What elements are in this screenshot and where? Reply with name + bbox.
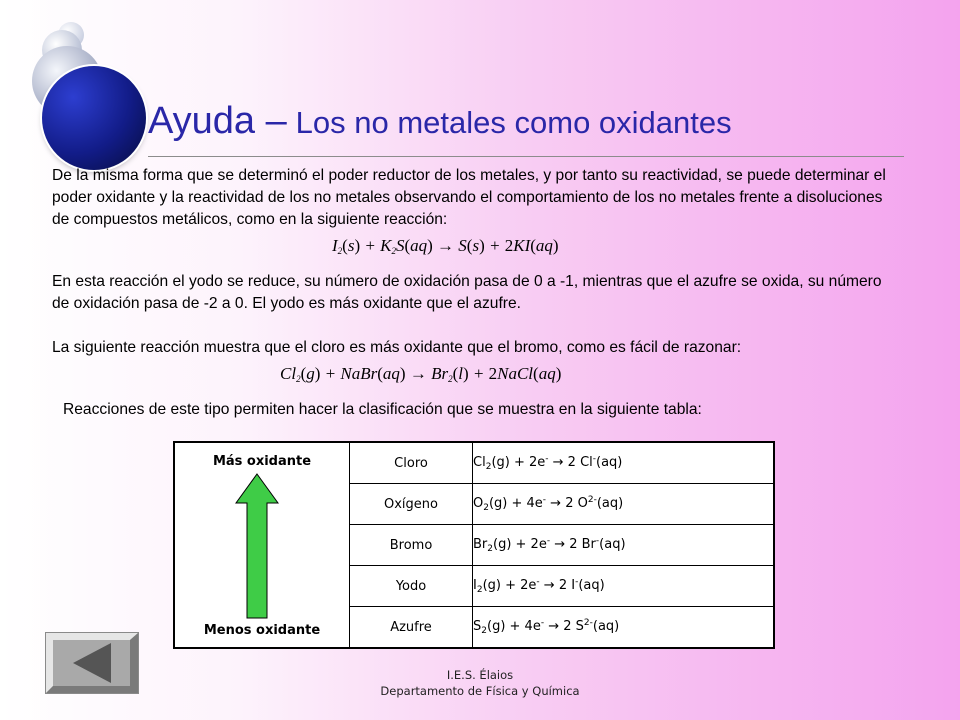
- element-cell: Yodo: [350, 566, 473, 607]
- reaction-cell: $Cl_2(g) + 2e^- \to 2$ Cl-(aq): [473, 442, 775, 484]
- equation-text: $I_2(s) + K_2S(aq) \to S(s) + 2KI(aq)$: [332, 236, 559, 256]
- paragraph-intro: De la misma forma que se determinó el poder reductor de los metales, y por tanto su reactividad, se puede determinar el poder oxidante y la reactividad de los no metales observando el comportamiento de los no metales frente a disoluciones de compuestos metálicos, como en la siguiente reacción:: [52, 167, 886, 228]
- element-cell: Cloro: [350, 442, 473, 484]
- element-cell: Bromo: [350, 525, 473, 566]
- table-row: [174, 442, 774, 484]
- reaction-cell: $Br_2(g) + 2e^- \to 2$ Br-(aq): [473, 525, 775, 566]
- reaction-cell: $S_2(g) + 4e^- \to 2$ $S^{2-}(aq)$: [473, 607, 775, 649]
- title-divider: [148, 156, 904, 157]
- equation-text: $Cl_2(g)$ + NaBr(aq) → $Br_2(l)$ + 2NaCl(aq): [280, 364, 562, 384]
- paragraph-table-intro: Reacciones de este tipo permiten hacer la clasificación que se muestra en la siguiente tabla:: [63, 401, 702, 418]
- title-subtitle: Los no metales como oxidantes: [295, 105, 732, 140]
- element-cell: Oxígeno: [350, 484, 473, 525]
- footer-school: I.E.S. Élaios: [446, 668, 514, 682]
- deco-circle-large: [42, 66, 146, 170]
- oxidizing-scale-cell: [174, 442, 350, 648]
- paragraph-chlorine: La siguiente reacción muestra que el cloro es más oxidante que el bromo, como es fácil de razonar:: [52, 339, 742, 356]
- footer-department: Departamento de Física y Química: [380, 684, 580, 698]
- oxidant-table: [173, 441, 775, 649]
- most-oxidant-label: Más oxidante: [212, 454, 312, 469]
- equation-chlorine-bromine: [280, 364, 561, 384]
- arrow-up-icon: [235, 473, 279, 619]
- footer: [300, 667, 660, 699]
- paragraph-iodine: En esta reacción el yodo se reduce, su número de oxidación pasa de 0 a -1, mientras que el azufre se oxida, su número de oxidación pasa de -2 a 0. El yodo es más oxidante que el azufre.: [52, 273, 882, 312]
- equation-iodine-sulfur: [332, 236, 559, 256]
- reaction-cell: $I_2(g) + 2e^- \to 2$ I-(aq): [473, 566, 775, 607]
- least-oxidant-label: Menos oxidante: [203, 623, 321, 638]
- title-main: Ayuda –: [148, 100, 287, 142]
- reaction-cell: $O_2(g) + 4e^- \to 2$ $O^{2-}(aq)$: [473, 484, 775, 525]
- element-cell: Azufre: [350, 607, 473, 649]
- back-button[interactable]: [45, 632, 139, 694]
- page-title: [148, 100, 732, 143]
